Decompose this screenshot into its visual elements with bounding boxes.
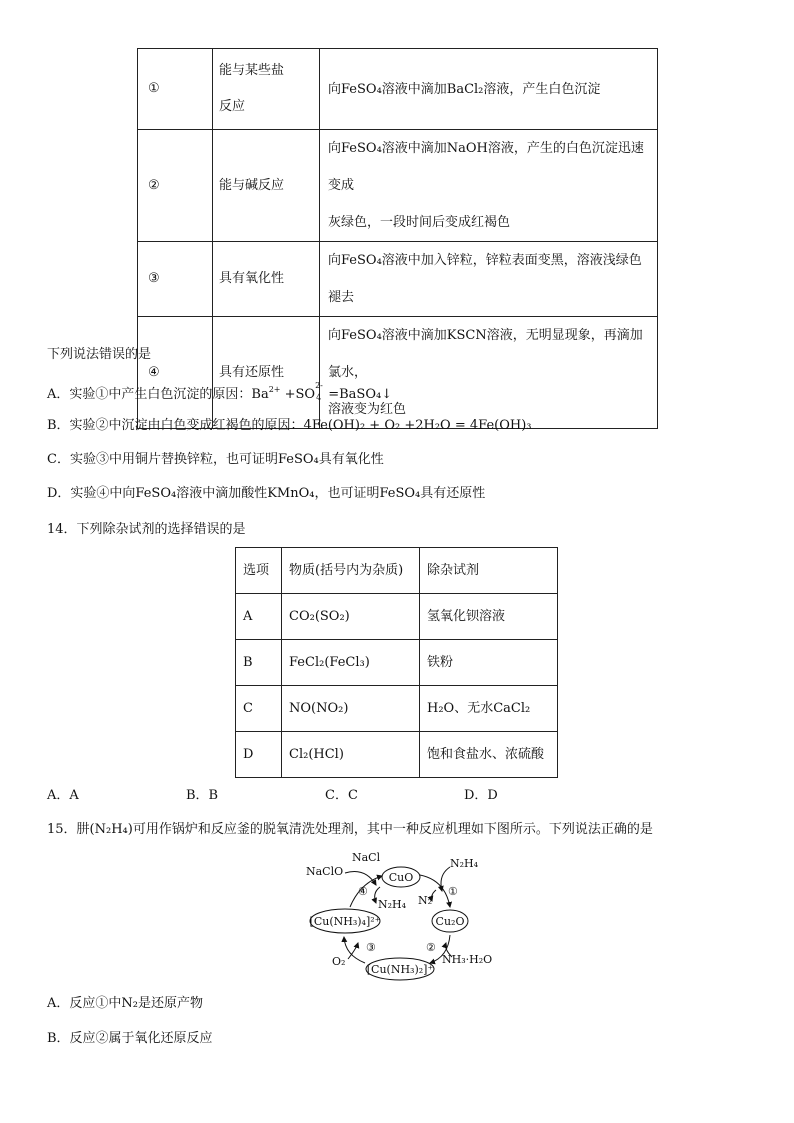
amine4-label: [Cu(NH₃)₄]²⁺ (309, 915, 381, 928)
table-cell: Cl₂(HCl) (282, 732, 420, 778)
option-c: C．C (325, 788, 358, 803)
nh3h2o-label: NH₃·H₂O (442, 953, 493, 966)
question-stem: 下列说法错误的是 (47, 347, 152, 362)
property-text: 能与某些盐 (219, 63, 285, 78)
superscript: 2- (315, 381, 323, 390)
question-stem: 14．下列除杂试剂的选择错误的是 (47, 522, 246, 537)
option-d: D．D (464, 788, 498, 803)
n2-label: N₂ (418, 894, 433, 907)
table-row (138, 242, 658, 317)
step-4-label: ④ (358, 885, 368, 898)
phenomenon-text: 向FeSO₄溶液中滴加KSCN溶液，无明显现象，再滴加氯水， (328, 328, 643, 380)
step-2-label: ② (426, 941, 436, 954)
cuo-label: CuO (388, 871, 414, 884)
step-1-label: ① (448, 885, 458, 898)
table-row (138, 49, 658, 130)
option-a: A．A (47, 788, 79, 803)
table-cell: 氢氧化钡溶液 (420, 594, 558, 640)
option-b: B．B (186, 788, 219, 803)
option-c: C．实验③中用铜片替换锌粒，也可证明FeSO₄具有氧化性 (47, 452, 384, 467)
column-header: 物质(括号内为杂质) (282, 548, 420, 594)
table-row (236, 594, 558, 640)
subscript: 4 (316, 393, 322, 402)
table-row (138, 130, 658, 242)
option-b: B．反应②属于氧化还原反应 (47, 1031, 213, 1046)
table-row (236, 686, 558, 732)
reaction-mechanism-diagram (300, 845, 500, 985)
row-number: ② (138, 130, 213, 242)
phenomenon-text: 灰绿色，一段时间后变成红褐色 (328, 215, 511, 230)
nacl-label: NaCl (352, 851, 381, 864)
superscript: 2+ (268, 385, 281, 394)
table-cell: B (236, 640, 282, 686)
option-text: =BaSO₄↓ (324, 387, 393, 402)
row-number: ③ (138, 242, 213, 317)
table-row (236, 732, 558, 778)
table-cell: H₂O、无水CaCl₂ (420, 686, 558, 732)
phenomenon-cell (320, 317, 658, 429)
product-arrow (432, 890, 437, 901)
phenomenon-text: 向FeSO₄溶液中滴加NaOH溶液，产生的白色沉淀迅速变成 (328, 141, 644, 193)
option-text: +SO (280, 387, 316, 402)
table-header-row (236, 548, 558, 594)
cu2o-label: Cu₂O (435, 915, 465, 928)
table-cell: NO(NO₂) (282, 686, 420, 732)
n2h4-product-label: N₂H₄ (378, 898, 407, 911)
sub-sup-stack (315, 381, 324, 402)
option-d: D．实验④中向FeSO₄溶液中滴加酸性KMnO₄，也可证明FeSO₄具有还原性 (47, 486, 486, 501)
purification-table (235, 547, 558, 778)
property-cell (213, 49, 320, 130)
property-cell: 具有还原性 (213, 317, 320, 429)
table-cell: FeCl₂(FeCl₃) (282, 640, 420, 686)
property-cell: 能与碱反应 (213, 130, 320, 242)
phenomenon-cell: 向FeSO₄溶液中加入锌粒，锌粒表面变黑，溶液浅绿色褪去 (320, 242, 658, 317)
reagent-arrow (348, 943, 358, 959)
row-number: ④ (138, 317, 213, 429)
o2-label: O₂ (332, 955, 346, 968)
option-text: A．实验①中产生白色沉淀的原因：Ba (47, 387, 269, 402)
table-cell: 铁粉 (420, 640, 558, 686)
n2h4-reagent-label: N₂H₄ (450, 857, 479, 870)
option-b: B．实验②中沉淀由白色变成红褐色的原因：4Fe(OH)₂ + O₂ +2H₂O = 4Fe(OH)₃ (47, 418, 532, 433)
column-header: 选项 (236, 548, 282, 594)
option-a: A．反应①中N₂是还原产物 (47, 996, 203, 1011)
phenomenon-text: 溶液变为红色 (328, 402, 407, 417)
step-3-label: ③ (366, 941, 376, 954)
amine2-label: [Cu(NH₃)₂]⁺ (366, 963, 434, 976)
table-row (138, 317, 658, 429)
table-cell: D (236, 732, 282, 778)
reagent-arrow (345, 872, 376, 886)
table-cell: 饱和食盐水、浓硫酸 (420, 732, 558, 778)
table-cell: C (236, 686, 282, 732)
row-number: ① (138, 49, 213, 130)
naclo-label: NaClO (306, 865, 344, 878)
phenomenon-cell (320, 130, 658, 242)
table-cell: A (236, 594, 282, 640)
property-cell: 具有氧化性 (213, 242, 320, 317)
table-row (236, 640, 558, 686)
properties-table (137, 48, 658, 429)
question-stem: 15．肼(N₂H₄)可用作锅炉和反应釜的脱氧清洗处理剂，其中一种反应机理如下图所示。下列说法正确的是 (47, 822, 653, 837)
option-a (47, 380, 392, 405)
column-header: 除杂试剂 (420, 548, 558, 594)
phenomenon-cell: 向FeSO₄溶液中滴加BaCl₂溶液，产生白色沉淀 (320, 49, 658, 130)
table-cell: CO₂(SO₂) (282, 594, 420, 640)
property-text: 反应 (219, 99, 246, 114)
